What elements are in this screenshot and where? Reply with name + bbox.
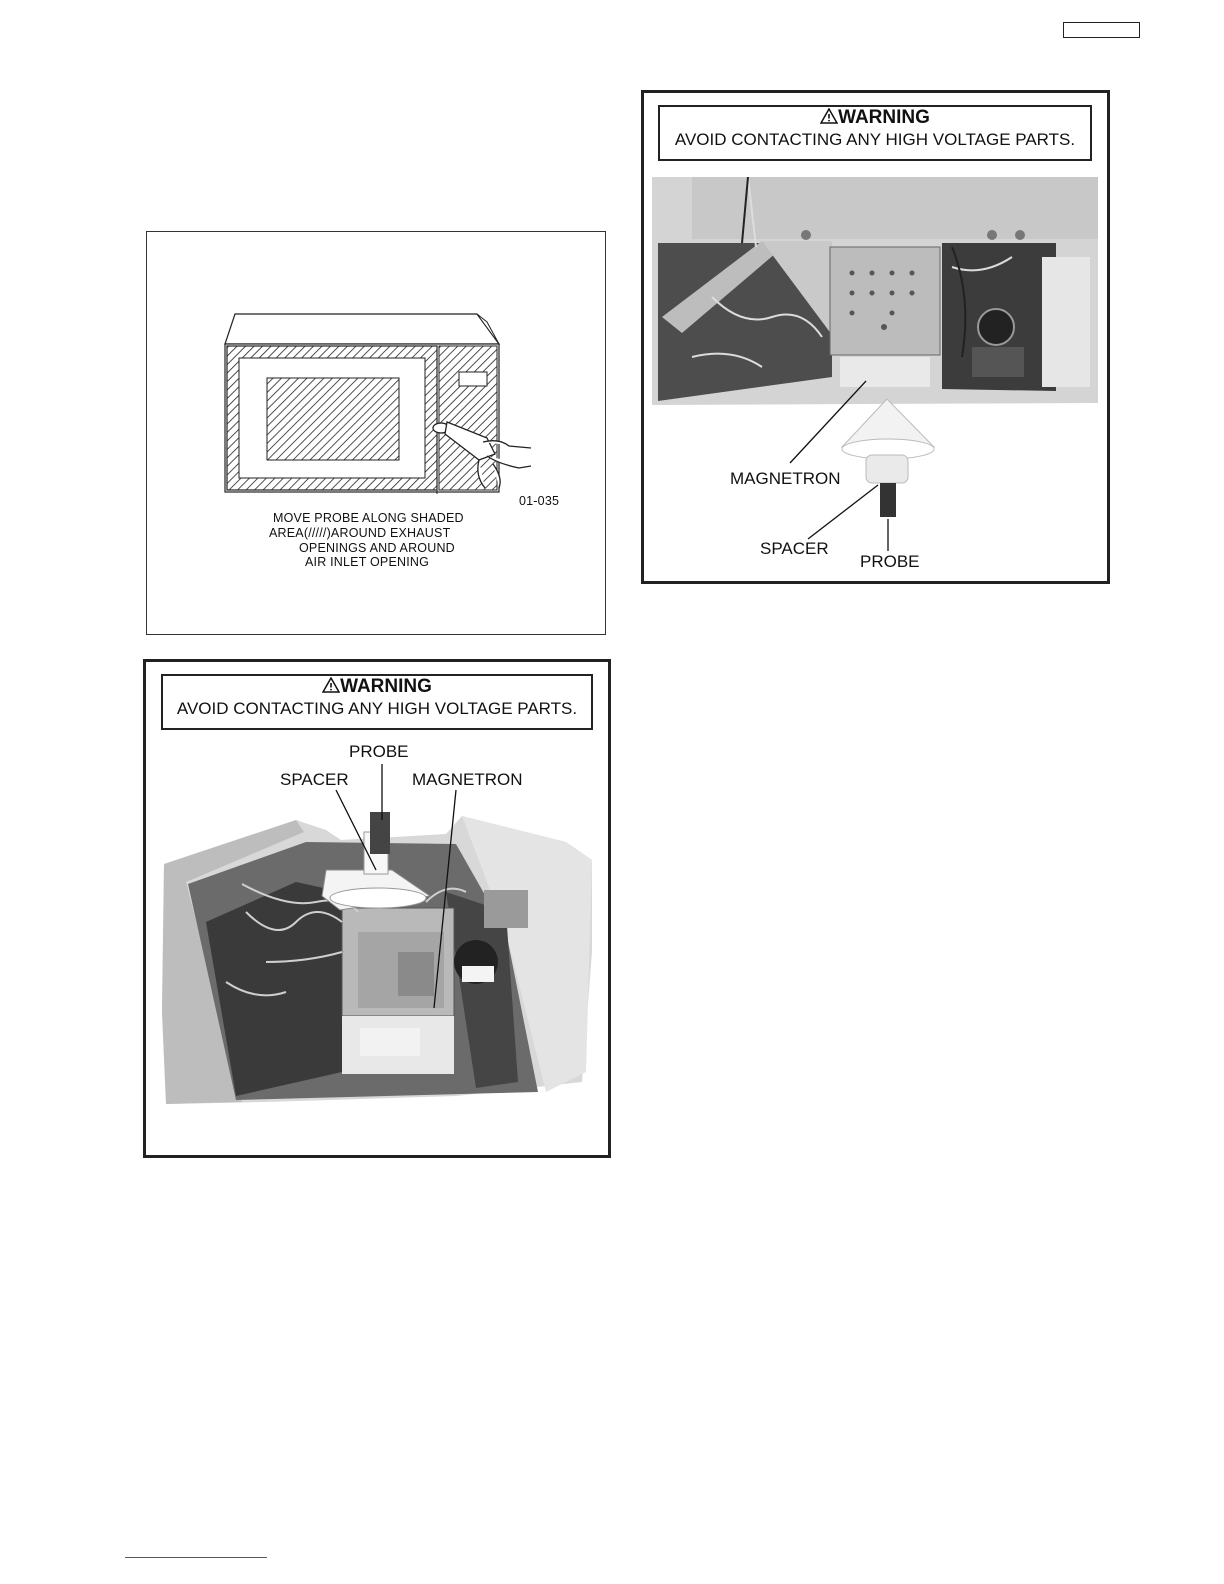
warning-text: AVOID CONTACTING ANY HIGH VOLTAGE PARTS. xyxy=(176,699,578,718)
microwave-shaded-diagram xyxy=(147,232,605,634)
probe-area-diagram xyxy=(146,231,606,635)
warning-triangle-icon xyxy=(322,677,340,693)
caption-line-1: MOVE PROBE ALONG SHADED xyxy=(273,511,464,525)
warning-box xyxy=(161,674,593,730)
caption-line-2: AREA(/////)AROUND EXHAUST xyxy=(269,526,451,540)
spacer-label: SPACER xyxy=(280,770,349,789)
microwave-interior-photo xyxy=(146,812,608,1152)
caption-line-4: AIR INLET OPENING xyxy=(305,555,430,569)
spacer-probe-drawing xyxy=(644,93,1107,581)
probe-label: PROBE xyxy=(860,552,920,571)
magnetron-probe-photo-figure-1 xyxy=(143,659,611,1158)
footer-link-underline[interactable] xyxy=(125,1557,267,1558)
magnetron-label: MAGNETRON xyxy=(730,469,841,488)
probe-label: PROBE xyxy=(349,742,409,761)
warning-title: WARNING xyxy=(838,107,930,128)
magnetron-label: MAGNETRON xyxy=(412,770,523,789)
caption-line-3: OPENINGS AND AROUND xyxy=(299,541,455,555)
spacer-label: SPACER xyxy=(760,539,829,558)
figure-code: 01-035 xyxy=(519,494,560,508)
warning-text: AVOID CONTACTING ANY HIGH VOLTAGE PARTS. xyxy=(674,130,1076,149)
page-number-box xyxy=(1063,22,1140,38)
magnetron-probe-photo-figure-2 xyxy=(641,90,1110,584)
warning-title: WARNING xyxy=(340,676,432,697)
